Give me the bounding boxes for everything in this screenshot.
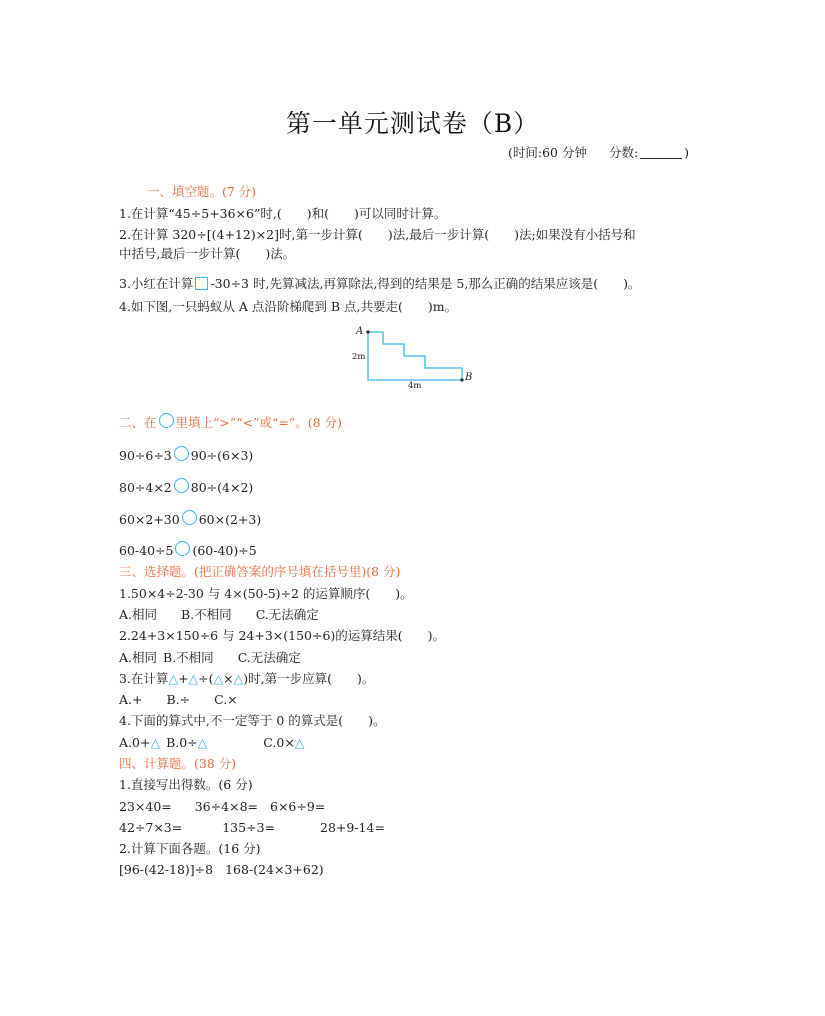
compare-right: 60×(2+3) [198,512,262,527]
triangle-icon: △ [188,671,199,686]
compare-right: (60-40)÷5 [192,543,257,558]
question-3-4: 4.下面的算式中,不一定等于 0 的算式是( )。 [119,713,386,728]
triangle-icon: △ [197,735,208,750]
calc-row-3 [119,862,324,878]
options-3-1 [119,607,319,623]
options-3-2 [119,650,301,666]
option-c: C.× [214,692,238,707]
circle-blank-icon[interactable] [174,478,189,493]
compare-row-4 [119,541,257,559]
triangle-icon: △ [150,735,161,750]
option-b: B.0÷ [166,735,198,750]
q3-part-a: 3.小红在计算 [119,276,194,291]
option-a: A.相同 [119,650,158,665]
circle-blank-icon[interactable] [182,510,197,525]
option-c: C.无法确定 [237,650,301,665]
section-1-heading: 一、填空题。(7 分) [147,184,257,199]
compare-left: 80÷4×2 [119,480,172,495]
compare-left: 60-40÷5 [119,543,174,558]
time-limit: (时间:60 分钟 [508,145,587,160]
section-2-heading [119,413,342,431]
calc-item: 135÷3= [222,820,275,835]
calc-item: 28+9-14= [320,820,385,835]
calc-item: 23×40= [119,799,172,814]
calc-item: [96-(42-18)]÷8 [119,862,214,877]
staircase-diagram [350,324,480,388]
meta-close: ) [684,145,690,160]
compare-row-2 [119,478,253,496]
triangle-icon: △ [233,671,244,686]
question-3-1: 1.50×4÷2-30 与 4×(50-5)÷2 的运算顺序( )。 [119,586,413,601]
q3-part-b: -30÷3 时,先算减法,再算除法,得到的结果是 5,那么正确的结果应该是( )。 [210,276,641,291]
section-3-heading: 三、选择题。(把正确答案的序号填在括号里)(8 分) [119,564,401,579]
q3-text-d: × [223,671,234,686]
options-3-3 [119,692,238,708]
compare-row-3 [119,510,261,528]
option-c: C.0× [263,735,295,750]
calc-item: 6×6÷9= [270,799,326,814]
option-a: A.相同 [119,607,158,622]
question-1-3 [119,276,641,292]
question-1-1: 1.在计算“45÷5+36×6”时,( )和( )可以同时计算。 [119,206,447,221]
q3-text-c: ÷( [198,671,214,686]
compare-right: 90÷(6×3) [190,448,254,463]
option-a: A.+ [119,692,143,707]
exam-meta [508,143,689,161]
page-title: 第一单元测试卷（B） [285,109,540,138]
question-1-2b: 中括号,最后一步计算( )法。 [119,246,296,261]
compare-row-1 [119,446,253,464]
question-3-2: 2.24+3×150÷6 与 24+3×(150÷6)的运算结果( )。 [119,628,446,643]
part-4-1: 1.直接写出得数。(6 分) [119,777,253,792]
option-a: A.0+ [119,735,151,750]
compare-left: 90÷6÷3 [119,448,172,463]
part-4-2: 2.计算下面各题。(16 分) [119,841,261,856]
triangle-icon: △ [213,671,224,686]
q3-text-b: + [178,671,189,686]
diagram-stairs [368,332,462,380]
option-b: B.不相同 [181,607,232,622]
square-box-icon [195,277,208,290]
label-height: 2m [352,352,366,362]
option-c: C.无法确定 [255,607,319,622]
label-a: A [356,326,364,337]
calc-item: 42÷7×3= [119,820,183,835]
calc-item: 36÷4×8= [194,799,258,814]
question-1-4: 4.如下图,一只蚂蚁从 A 点沿阶梯爬到 B 点,共要走( )m。 [119,299,458,314]
calc-row-1 [119,799,325,815]
score-blank [640,146,682,159]
options-3-4 [119,735,304,751]
circle-blank-icon[interactable] [174,446,189,461]
circle-blank-icon [159,413,174,428]
label-width: 4m [408,381,422,388]
label-b: B [465,372,473,383]
option-b: B.不相同 [163,650,214,665]
compare-right: 80÷(4×2) [190,480,254,495]
triangle-icon: △ [168,671,179,686]
calc-item: 168-(24×3+62) [225,862,324,877]
q3-text-a: 3.在计算 [119,671,169,686]
section-2-head-a: 二、在 [119,415,157,430]
q3-text-e: )时,第一步应算( )。 [243,671,375,686]
calc-row-2 [119,820,385,836]
triangle-icon: △ [294,735,305,750]
circle-blank-icon[interactable] [175,541,190,556]
point-a [366,330,369,333]
question-3-3 [119,671,374,687]
score-label: 分数: [608,145,639,160]
compare-left: 60×2+30 [119,512,180,527]
option-b: B.÷ [166,692,191,707]
section-4-heading: 四、计算题。(38 分) [119,756,237,771]
section-2-head-b: 里填上“>”“<”或“=”。(8 分) [175,415,342,430]
question-1-2a: 2.在计算 320÷[(4+12)×2]时,第一步计算( )法,最后一步计算( )法;如果没有小括号和 [119,227,636,242]
point-b [460,378,463,381]
